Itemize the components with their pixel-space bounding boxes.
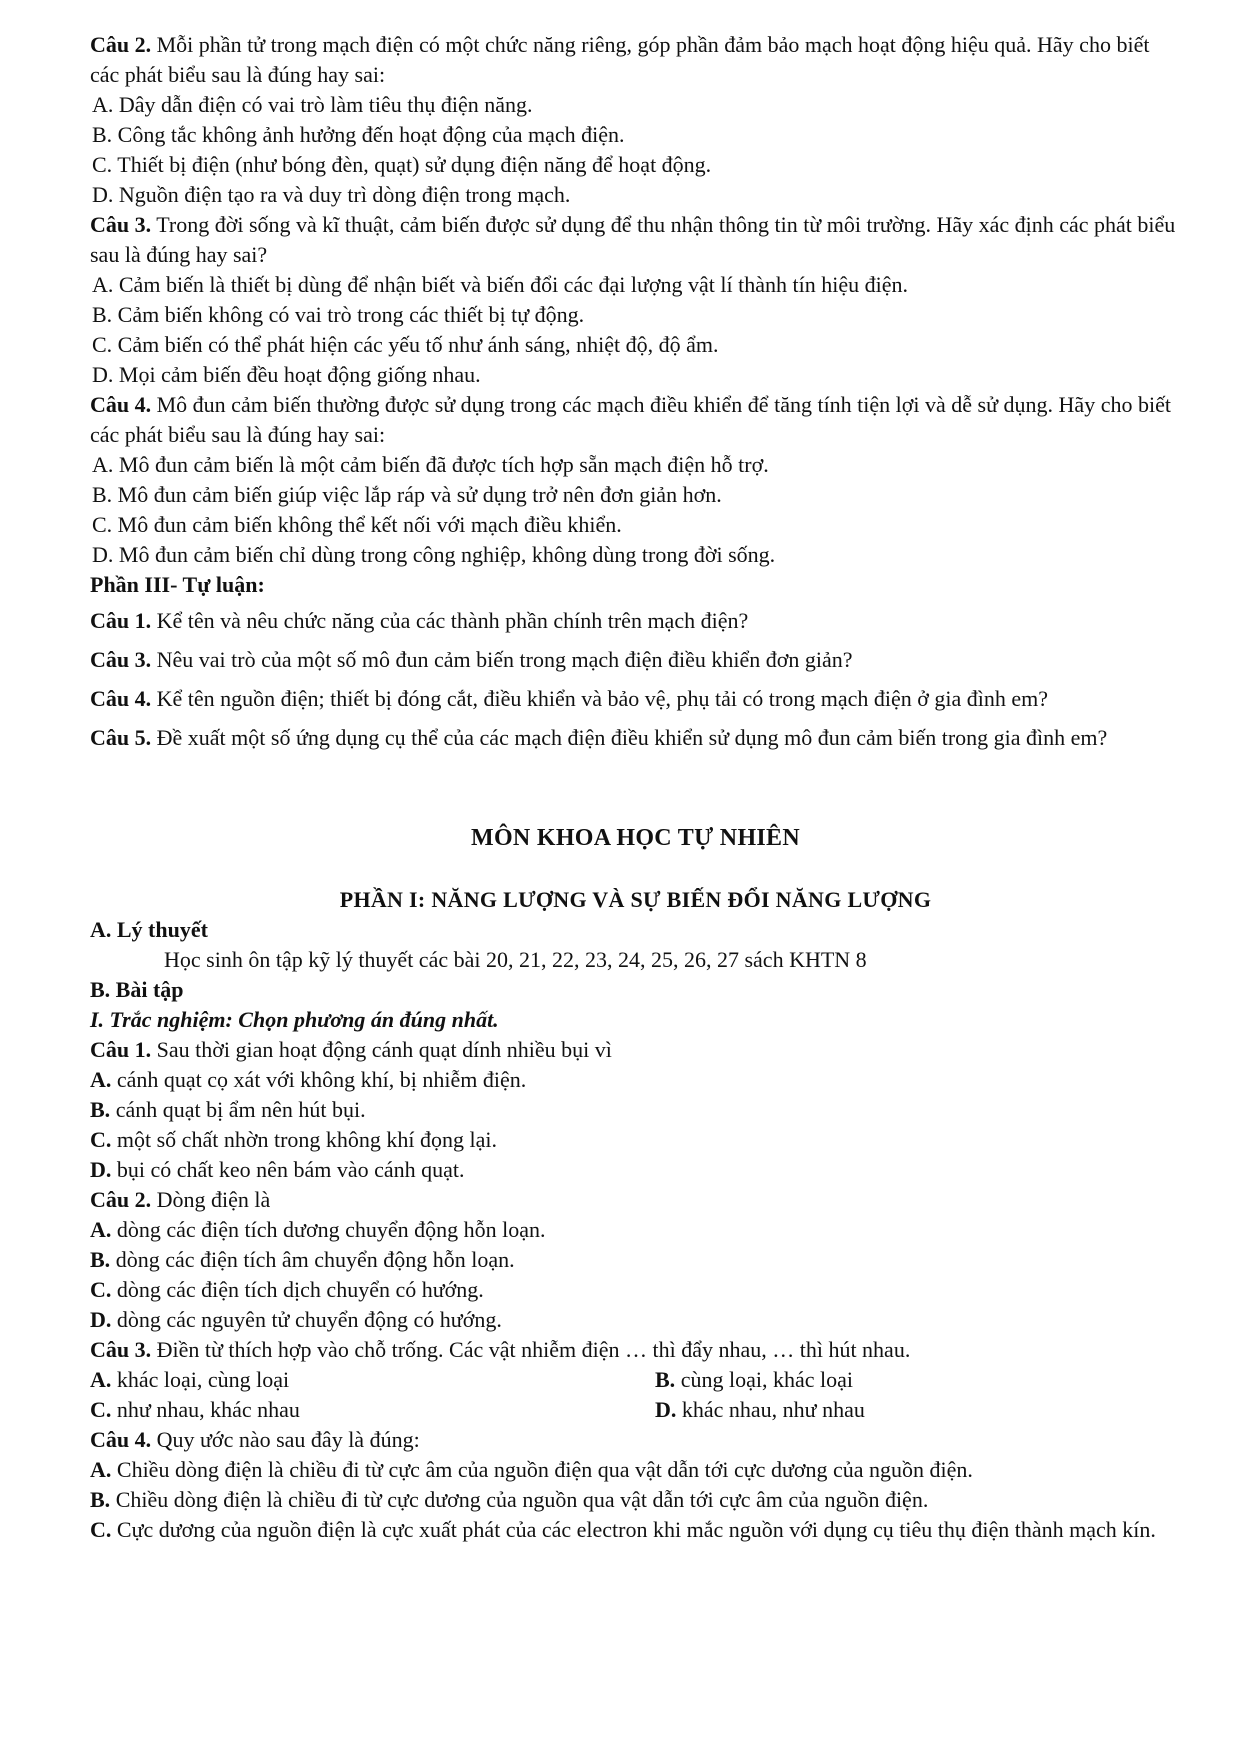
question-label: Câu 2. bbox=[90, 1187, 152, 1212]
question-text: Kể tên nguồn điện; thiết bị đóng cắt, điều khiển và bảo vệ, phụ tải có trong mạch điện ở gia đình em? bbox=[151, 686, 1049, 711]
part-title: PHẦN I: NĂNG LƯỢNG VÀ SỰ BIẾN ĐỔI NĂNG LƯỢNG bbox=[339, 887, 932, 912]
question-stem bbox=[90, 1335, 1181, 1365]
question-label: Câu 1. bbox=[90, 608, 152, 633]
option-b: B. cùng loại, khác loại bbox=[655, 1367, 853, 1392]
question-stem bbox=[90, 210, 1181, 270]
question-stem bbox=[90, 30, 1181, 90]
question-text: Trong đời sống và kĩ thuật, cảm biến được sử dụng để thu nhận thông tin từ môi trường. Hãy xác định các phát biểu sau là đúng hay sai? bbox=[90, 212, 1176, 267]
question-stem bbox=[90, 1425, 1181, 1455]
question-label: Câu 1. bbox=[90, 1037, 152, 1062]
question-label: Câu 2. bbox=[90, 32, 152, 57]
option-c: C. như nhau, khác nhau bbox=[90, 1397, 300, 1422]
statement-a: A. Cảm biến là thiết bị dùng để nhận biết và biến đổi các đại lượng vật lí thành tín hiệu điện. bbox=[92, 272, 908, 297]
question-label: Câu 3. bbox=[90, 212, 152, 237]
question-text: Quy ước nào sau đây là đúng: bbox=[151, 1427, 420, 1452]
statement-d: D. Nguồn điện tạo ra và duy trì dòng điện trong mạch. bbox=[92, 182, 571, 207]
question-label: Câu 4. bbox=[90, 1427, 152, 1452]
essay-question-4 bbox=[90, 684, 1181, 714]
question-block-2 bbox=[90, 30, 1181, 210]
question-text: Kể tên và nêu chức năng của các thành phần chính trên mạch điện? bbox=[151, 608, 749, 633]
essay-question-5 bbox=[90, 723, 1181, 753]
question-text: Đề xuất một số ứng dụng cụ thể của các mạch điện điều khiển sử dụng mô đun cảm biến trong gia đình em? bbox=[151, 725, 1108, 750]
question-stem bbox=[90, 1185, 1181, 1215]
statement-d: D. Mô đun cảm biến chỉ dùng trong công nghiệp, không dùng trong đời sống. bbox=[92, 542, 776, 567]
option-d: D. dòng các nguyên tử chuyển động có hướng. bbox=[90, 1307, 502, 1332]
option-b: B. Chiều dòng điện là chiều đi từ cực dương của nguồn qua vật dẫn tới cực âm của nguồn điện. bbox=[90, 1487, 929, 1512]
option-d: D. khác nhau, như nhau bbox=[655, 1397, 865, 1422]
options-row-1 bbox=[90, 1365, 1181, 1395]
question-stem bbox=[90, 390, 1181, 450]
question-text: Điền từ thích hợp vào chỗ trống. Các vật nhiễm điện … thì đẩy nhau, … thì hút nhau. bbox=[151, 1337, 911, 1362]
question-block-4 bbox=[90, 390, 1181, 570]
option-b: B. dòng các điện tích âm chuyển động hỗn loạn. bbox=[90, 1247, 515, 1272]
theory-text: Học sinh ôn tập kỹ lý thuyết các bài 20, 21, 22, 23, 24, 25, 26, 27 sách KHTN 8 bbox=[164, 947, 867, 972]
question-label: Câu 3. bbox=[90, 1337, 152, 1362]
essay-question-3 bbox=[90, 645, 1181, 675]
mcq-heading: I. Trắc nghiệm: Chọn phương án đúng nhất. bbox=[90, 1007, 499, 1032]
question-label: Câu 4. bbox=[90, 392, 152, 417]
option-c: C. dòng các điện tích dịch chuyển có hướng. bbox=[90, 1277, 484, 1302]
mcq-question-2 bbox=[90, 1185, 1181, 1335]
question-text: Mô đun cảm biến thường được sử dụng trong các mạch điều khiển để tăng tính tiện lợi và dễ sử dụng. Hãy cho biết các phát biểu sau là đúng hay sai: bbox=[90, 392, 1171, 447]
statement-b: B. Công tắc không ảnh hưởng đến hoạt động của mạch điện. bbox=[92, 122, 625, 147]
statement-c: C. Mô đun cảm biến không thể kết nối với mạch điều khiển. bbox=[92, 512, 622, 537]
option-b: B. cánh quạt bị ẩm nên hút bụi. bbox=[90, 1097, 366, 1122]
subject-title: MÔN KHOA HỌC TỰ NHIÊN bbox=[471, 825, 800, 851]
option-a: A. dòng các điện tích dương chuyển động hỗn loạn. bbox=[90, 1217, 546, 1242]
option-a: A. khác loại, cùng loại bbox=[90, 1367, 290, 1392]
theory-heading: A. Lý thuyết bbox=[90, 917, 208, 942]
option-a: A. Chiều dòng điện là chiều đi từ cực âm của nguồn điện qua vật dẫn tới cực dương của nguồn điện. bbox=[90, 1457, 973, 1482]
part3-heading: Phần III- Tự luận: bbox=[90, 572, 265, 597]
option-c: C. một số chất nhờn trong không khí đọng lại. bbox=[90, 1127, 497, 1152]
question-text: Sau thời gian hoạt động cánh quạt dính nhiều bụi vì bbox=[151, 1037, 612, 1062]
mcq-question-4 bbox=[90, 1425, 1181, 1545]
essay-question-1 bbox=[90, 606, 1181, 636]
statement-d: D. Mọi cảm biến đều hoạt động giống nhau. bbox=[92, 362, 481, 387]
question-text: Nêu vai trò của một số mô đun cảm biến trong mạch điện điều khiển đơn giản? bbox=[151, 647, 853, 672]
question-text: Mỗi phần tử trong mạch điện có một chức năng riêng, góp phần đảm bảo mạch hoạt động hiệu quả. Hãy cho biết các phát biểu sau là đúng hay sai: bbox=[90, 32, 1150, 87]
options-row-2 bbox=[90, 1395, 1181, 1425]
statement-c: C. Thiết bị điện (như bóng đèn, quạt) sử dụng điện năng để hoạt động. bbox=[92, 152, 712, 177]
statement-a: A. Dây dẫn điện có vai trò làm tiêu thụ điện năng. bbox=[92, 92, 533, 117]
question-text: Dòng điện là bbox=[151, 1187, 271, 1212]
option-d: D. bụi có chất keo nên bám vào cánh quạt. bbox=[90, 1157, 465, 1182]
mcq-question-3 bbox=[90, 1335, 1181, 1425]
question-block-3 bbox=[90, 210, 1181, 390]
option-a: A. cánh quạt cọ xát với không khí, bị nhiễm điện. bbox=[90, 1067, 527, 1092]
statement-c: C. Cảm biến có thể phát hiện các yếu tố như ánh sáng, nhiệt độ, độ ẩm. bbox=[92, 332, 719, 357]
question-label: Câu 4. bbox=[90, 686, 152, 711]
statement-b: B. Cảm biến không có vai trò trong các thiết bị tự động. bbox=[92, 302, 585, 327]
statement-b: B. Mô đun cảm biến giúp việc lắp ráp và sử dụng trở nên đơn giản hơn. bbox=[92, 482, 722, 507]
exercise-heading: B. Bài tập bbox=[90, 977, 184, 1002]
question-label: Câu 3. bbox=[90, 647, 152, 672]
option-c: C. Cực dương của nguồn điện là cực xuất phát của các electron khi mắc nguồn với dụng cụ tiêu thụ điện thành mạch kín. bbox=[90, 1517, 1156, 1542]
question-label: Câu 5. bbox=[90, 725, 152, 750]
statement-a: A. Mô đun cảm biến là một cảm biến đã được tích hợp sẵn mạch điện hỗ trợ. bbox=[92, 452, 769, 477]
mcq-question-1 bbox=[90, 1035, 1181, 1185]
question-stem bbox=[90, 1035, 1181, 1065]
